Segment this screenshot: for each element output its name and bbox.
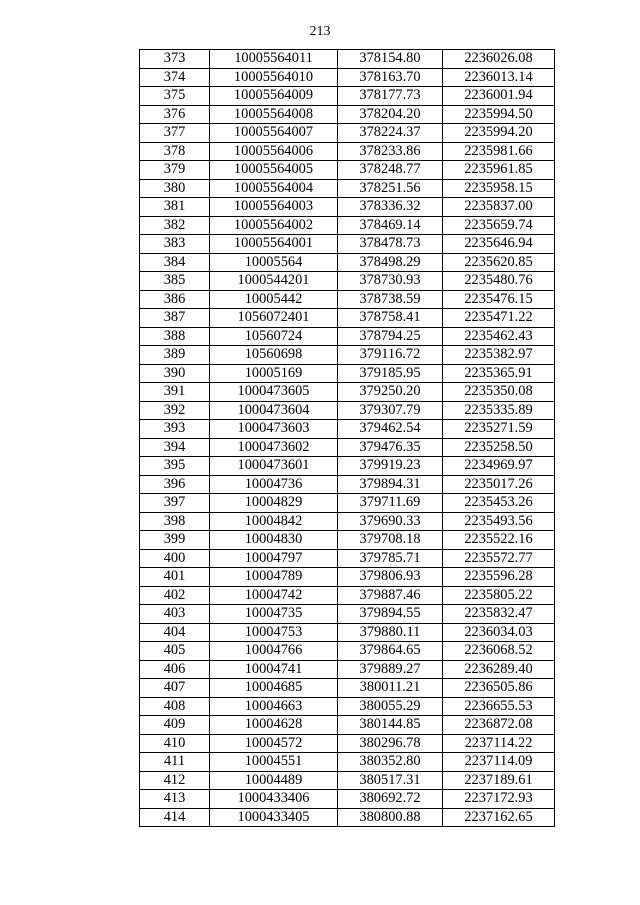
point-id-cell: 10005169 (210, 364, 338, 383)
table-row (140, 309, 555, 328)
x-coordinate-cell: 379806.93 (338, 568, 443, 587)
table-row (140, 531, 555, 550)
y-coordinate-cell: 2236026.08 (443, 50, 555, 69)
row-number-cell: 412 (140, 771, 210, 790)
x-coordinate-cell: 378478.73 (338, 235, 443, 254)
coordinates-table-body (140, 50, 555, 827)
table-row (140, 438, 555, 457)
x-coordinate-cell: 379462.54 (338, 420, 443, 439)
y-coordinate-cell: 2235476.15 (443, 290, 555, 309)
y-coordinate-cell: 2235620.85 (443, 253, 555, 272)
table-row (140, 549, 555, 568)
table-row (140, 50, 555, 69)
table-row (140, 623, 555, 642)
row-number-cell: 397 (140, 494, 210, 513)
x-coordinate-cell: 380352.80 (338, 753, 443, 772)
table-row (140, 790, 555, 809)
table-row (140, 383, 555, 402)
x-coordinate-cell: 379690.33 (338, 512, 443, 531)
point-id-cell: 10560698 (210, 346, 338, 365)
point-id-cell: 10004753 (210, 623, 338, 642)
row-number-cell: 406 (140, 660, 210, 679)
point-id-cell: 10005564001 (210, 235, 338, 254)
y-coordinate-cell: 2235805.22 (443, 586, 555, 605)
row-number-cell: 375 (140, 87, 210, 106)
x-coordinate-cell: 379711.69 (338, 494, 443, 513)
row-number-cell: 373 (140, 50, 210, 69)
table-row (140, 87, 555, 106)
table-row (140, 771, 555, 790)
y-coordinate-cell: 2235961.85 (443, 161, 555, 180)
y-coordinate-cell: 2235017.26 (443, 475, 555, 494)
row-number-cell: 376 (140, 105, 210, 124)
row-number-cell: 377 (140, 124, 210, 143)
row-number-cell: 402 (140, 586, 210, 605)
table-row (140, 290, 555, 309)
row-number-cell: 379 (140, 161, 210, 180)
table-row (140, 716, 555, 735)
row-number-cell: 391 (140, 383, 210, 402)
point-id-cell: 1000473605 (210, 383, 338, 402)
row-number-cell: 409 (140, 716, 210, 735)
point-id-cell: 1000473604 (210, 401, 338, 420)
row-number-cell: 381 (140, 198, 210, 217)
point-id-cell: 10004741 (210, 660, 338, 679)
point-id-cell: 10005564007 (210, 124, 338, 143)
table-row (140, 272, 555, 291)
table-row (140, 808, 555, 827)
table-row (140, 457, 555, 476)
point-id-cell: 10004736 (210, 475, 338, 494)
point-id-cell: 10005564002 (210, 216, 338, 235)
point-id-cell: 10005564008 (210, 105, 338, 124)
row-number-cell: 384 (140, 253, 210, 272)
table-row (140, 364, 555, 383)
x-coordinate-cell: 379785.71 (338, 549, 443, 568)
point-id-cell: 10004663 (210, 697, 338, 716)
x-coordinate-cell: 379894.55 (338, 605, 443, 624)
x-coordinate-cell: 380055.29 (338, 697, 443, 716)
row-number-cell: 398 (140, 512, 210, 531)
table-row (140, 124, 555, 143)
y-coordinate-cell: 2235958.15 (443, 179, 555, 198)
table-row (140, 420, 555, 439)
x-coordinate-cell: 379708.18 (338, 531, 443, 550)
x-coordinate-cell: 379476.35 (338, 438, 443, 457)
y-coordinate-cell: 2235572.77 (443, 549, 555, 568)
y-coordinate-cell: 2235271.59 (443, 420, 555, 439)
x-coordinate-cell: 378498.29 (338, 253, 443, 272)
y-coordinate-cell: 2235981.66 (443, 142, 555, 161)
point-id-cell: 1000473602 (210, 438, 338, 457)
table-row (140, 660, 555, 679)
y-coordinate-cell: 2237189.61 (443, 771, 555, 790)
row-number-cell: 407 (140, 679, 210, 698)
y-coordinate-cell: 2235480.76 (443, 272, 555, 291)
x-coordinate-cell: 378233.86 (338, 142, 443, 161)
point-id-cell: 10004551 (210, 753, 338, 772)
table-row (140, 253, 555, 272)
x-coordinate-cell: 379889.27 (338, 660, 443, 679)
point-id-cell: 10004735 (210, 605, 338, 624)
y-coordinate-cell: 2236872.08 (443, 716, 555, 735)
row-number-cell: 393 (140, 420, 210, 439)
point-id-cell: 10005564003 (210, 198, 338, 217)
point-id-cell: 10005564010 (210, 68, 338, 87)
point-id-cell: 1056072401 (210, 309, 338, 328)
x-coordinate-cell: 378204.20 (338, 105, 443, 124)
table-row (140, 697, 555, 716)
x-coordinate-cell: 380800.88 (338, 808, 443, 827)
y-coordinate-cell: 2236289.40 (443, 660, 555, 679)
row-number-cell: 382 (140, 216, 210, 235)
row-number-cell: 385 (140, 272, 210, 291)
y-coordinate-cell: 2236001.94 (443, 87, 555, 106)
point-id-cell: 10004842 (210, 512, 338, 531)
table-row (140, 161, 555, 180)
table-row (140, 142, 555, 161)
row-number-cell: 411 (140, 753, 210, 772)
point-id-cell: 10005564009 (210, 87, 338, 106)
x-coordinate-cell: 379894.31 (338, 475, 443, 494)
point-id-cell: 10005442 (210, 290, 338, 309)
table-row (140, 346, 555, 365)
x-coordinate-cell: 380144.85 (338, 716, 443, 735)
row-number-cell: 389 (140, 346, 210, 365)
row-number-cell: 374 (140, 68, 210, 87)
y-coordinate-cell: 2235462.43 (443, 327, 555, 346)
y-coordinate-cell: 2235365.91 (443, 364, 555, 383)
y-coordinate-cell: 2236505.86 (443, 679, 555, 698)
x-coordinate-cell: 380517.31 (338, 771, 443, 790)
table-row (140, 586, 555, 605)
table-row (140, 734, 555, 753)
y-coordinate-cell: 2235659.74 (443, 216, 555, 235)
row-number-cell: 400 (140, 549, 210, 568)
row-number-cell: 394 (140, 438, 210, 457)
row-number-cell: 413 (140, 790, 210, 809)
x-coordinate-cell: 379185.95 (338, 364, 443, 383)
row-number-cell: 387 (140, 309, 210, 328)
point-id-cell: 10004797 (210, 549, 338, 568)
point-id-cell: 1000544201 (210, 272, 338, 291)
x-coordinate-cell: 379919.23 (338, 457, 443, 476)
point-id-cell: 1000473601 (210, 457, 338, 476)
x-coordinate-cell: 379307.79 (338, 401, 443, 420)
point-id-cell: 10005564 (210, 253, 338, 272)
row-number-cell: 399 (140, 531, 210, 550)
row-number-cell: 386 (140, 290, 210, 309)
y-coordinate-cell: 2235471.22 (443, 309, 555, 328)
x-coordinate-cell: 378163.70 (338, 68, 443, 87)
x-coordinate-cell: 378248.77 (338, 161, 443, 180)
y-coordinate-cell: 2234969.97 (443, 457, 555, 476)
row-number-cell: 380 (140, 179, 210, 198)
x-coordinate-cell: 378730.93 (338, 272, 443, 291)
point-id-cell: 10004685 (210, 679, 338, 698)
y-coordinate-cell: 2235646.94 (443, 235, 555, 254)
row-number-cell: 405 (140, 642, 210, 661)
table-row (140, 216, 555, 235)
x-coordinate-cell: 379864.65 (338, 642, 443, 661)
x-coordinate-cell: 378758.41 (338, 309, 443, 328)
row-number-cell: 404 (140, 623, 210, 642)
table-row (140, 605, 555, 624)
x-coordinate-cell: 378177.73 (338, 87, 443, 106)
x-coordinate-cell: 378469.14 (338, 216, 443, 235)
row-number-cell: 383 (140, 235, 210, 254)
x-coordinate-cell: 380692.72 (338, 790, 443, 809)
y-coordinate-cell: 2237114.09 (443, 753, 555, 772)
page-number: 213 (309, 24, 331, 39)
table-row (140, 105, 555, 124)
table-row (140, 568, 555, 587)
point-id-cell: 10005564005 (210, 161, 338, 180)
y-coordinate-cell: 2237172.93 (443, 790, 555, 809)
x-coordinate-cell: 378251.56 (338, 179, 443, 198)
row-number-cell: 390 (140, 364, 210, 383)
y-coordinate-cell: 2237114.22 (443, 734, 555, 753)
point-id-cell: 10005564011 (210, 50, 338, 69)
table-row (140, 642, 555, 661)
table-row (140, 512, 555, 531)
table-row (140, 494, 555, 513)
x-coordinate-cell: 380296.78 (338, 734, 443, 753)
point-id-cell: 10004572 (210, 734, 338, 753)
x-coordinate-cell: 378794.25 (338, 327, 443, 346)
point-id-cell: 1000433405 (210, 808, 338, 827)
table-row (140, 475, 555, 494)
x-coordinate-cell: 379250.20 (338, 383, 443, 402)
y-coordinate-cell: 2235837.00 (443, 198, 555, 217)
point-id-cell: 10005564006 (210, 142, 338, 161)
y-coordinate-cell: 2235382.97 (443, 346, 555, 365)
y-coordinate-cell: 2235453.26 (443, 494, 555, 513)
row-number-cell: 388 (140, 327, 210, 346)
table-row (140, 679, 555, 698)
point-id-cell: 10004628 (210, 716, 338, 735)
y-coordinate-cell: 2235994.50 (443, 105, 555, 124)
row-number-cell: 378 (140, 142, 210, 161)
y-coordinate-cell: 2235994.20 (443, 124, 555, 143)
point-id-cell: 1000473603 (210, 420, 338, 439)
point-id-cell: 10004789 (210, 568, 338, 587)
table-row (140, 753, 555, 772)
y-coordinate-cell: 2237162.65 (443, 808, 555, 827)
table-row (140, 198, 555, 217)
point-id-cell: 1000433406 (210, 790, 338, 809)
y-coordinate-cell: 2236034.03 (443, 623, 555, 642)
x-coordinate-cell: 379887.46 (338, 586, 443, 605)
row-number-cell: 408 (140, 697, 210, 716)
row-number-cell: 410 (140, 734, 210, 753)
y-coordinate-cell: 2235335.89 (443, 401, 555, 420)
y-coordinate-cell: 2236068.52 (443, 642, 555, 661)
table-row (140, 235, 555, 254)
row-number-cell: 396 (140, 475, 210, 494)
x-coordinate-cell: 380011.21 (338, 679, 443, 698)
table-row (140, 401, 555, 420)
y-coordinate-cell: 2235493.56 (443, 512, 555, 531)
table-row (140, 327, 555, 346)
y-coordinate-cell: 2236013.14 (443, 68, 555, 87)
x-coordinate-cell: 378336.32 (338, 198, 443, 217)
point-id-cell: 10004829 (210, 494, 338, 513)
y-coordinate-cell: 2235522.16 (443, 531, 555, 550)
x-coordinate-cell: 378224.37 (338, 124, 443, 143)
row-number-cell: 403 (140, 605, 210, 624)
coordinates-table (139, 49, 555, 827)
row-number-cell: 414 (140, 808, 210, 827)
table-row (140, 68, 555, 87)
row-number-cell: 401 (140, 568, 210, 587)
point-id-cell: 10004830 (210, 531, 338, 550)
x-coordinate-cell: 378738.59 (338, 290, 443, 309)
point-id-cell: 10004489 (210, 771, 338, 790)
row-number-cell: 395 (140, 457, 210, 476)
x-coordinate-cell: 378154.80 (338, 50, 443, 69)
table-row (140, 179, 555, 198)
point-id-cell: 10005564004 (210, 179, 338, 198)
y-coordinate-cell: 2235350.08 (443, 383, 555, 402)
y-coordinate-cell: 2235258.50 (443, 438, 555, 457)
y-coordinate-cell: 2235832.47 (443, 605, 555, 624)
y-coordinate-cell: 2235596.28 (443, 568, 555, 587)
row-number-cell: 392 (140, 401, 210, 420)
x-coordinate-cell: 379880.11 (338, 623, 443, 642)
y-coordinate-cell: 2236655.53 (443, 697, 555, 716)
point-id-cell: 10560724 (210, 327, 338, 346)
point-id-cell: 10004742 (210, 586, 338, 605)
point-id-cell: 10004766 (210, 642, 338, 661)
x-coordinate-cell: 379116.72 (338, 346, 443, 365)
